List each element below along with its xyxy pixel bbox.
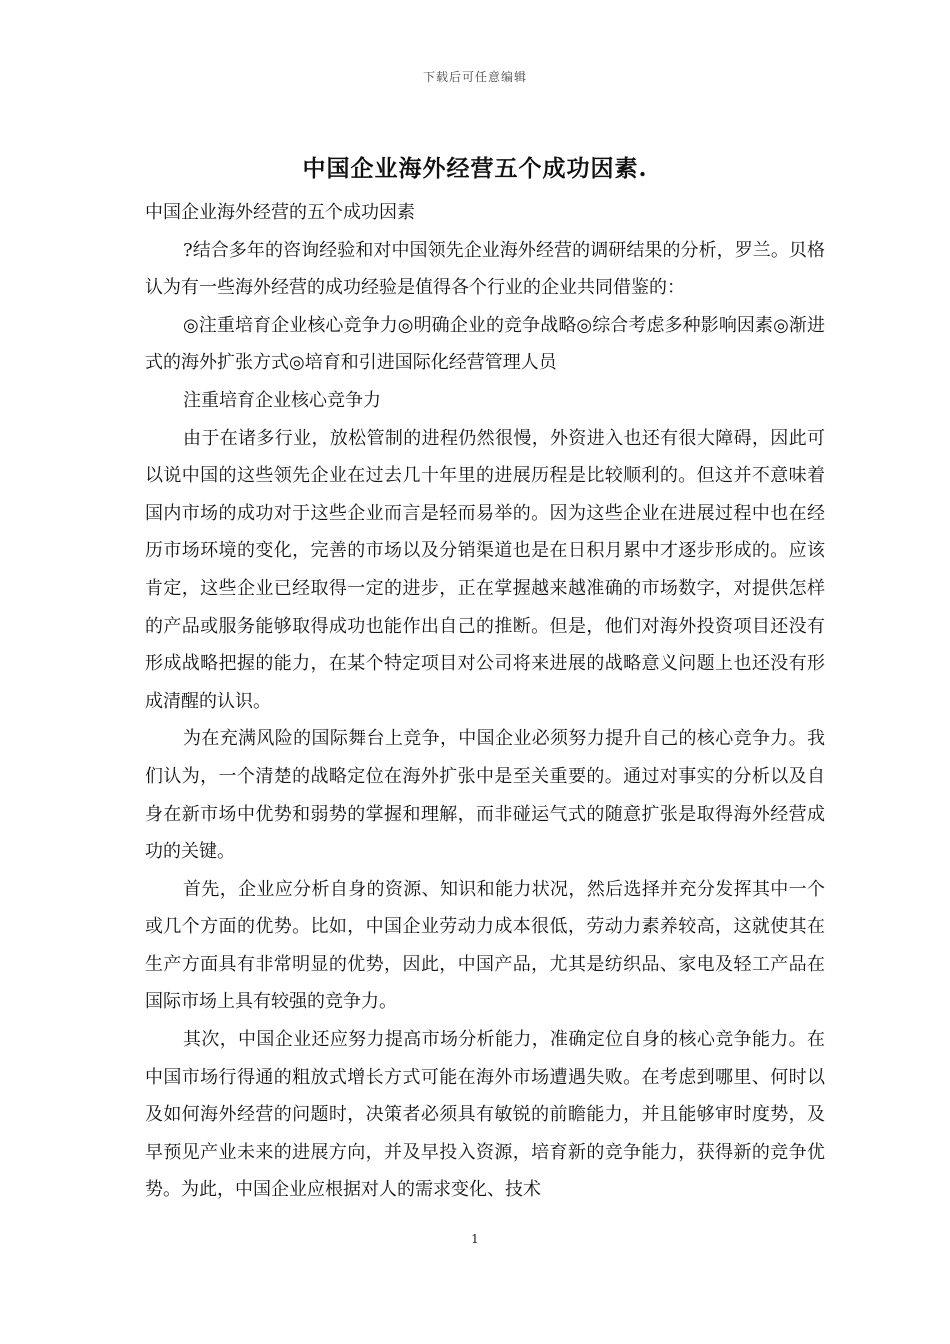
subtitle: 中国企业海外经营的五个成功因素 xyxy=(145,202,415,223)
paragraph-intro: ?结合多年的咨询经验和对中国领先企业海外经营的调研结果的分析，罗兰。贝格认为有一些海外经营的成功经验是值得各个行业的企业共同借鉴的： xyxy=(145,239,825,299)
paragraph: 首先，企业应分析自身的资源、知识和能力状况，然后选择并充分发挥其中一个或几个方面的优势。比如，中国企业劳动力成本很低，劳动力素养较高，这就使其在生产方面具有非常明显的优势，因此，中国产品，尤其是纺织品、家电及轻工产品在国际市场上具有较强的竞争力。 xyxy=(145,878,825,1013)
paragraph: 其次，中国企业还应努力提高市场分析能力，准确定位自身的核心竞争能力。在中国市场行得通的粗放式增长方式可能在海外市场遭遇失败。在考虑到哪里、何时以及如何海外经营的问题时，决策者必须具有敏锐的前瞻能力，并且能够审时度势，及早预见产业未来的进展方向，并及早投入资源，培育新的竞争能力，获得新的竞争优势。为此，中国企业应根据对人的需求变化、技术 xyxy=(145,1029,825,1201)
document-title: 中国企业海外经营五个成功因素. xyxy=(302,155,648,182)
section-heading: 注重培育企业核心竞争力 xyxy=(183,389,381,411)
paragraph: 由于在诸多行业，放松管制的进程仍然很慢，外资进入也还有很大障碍，因此可以说中国的这些领先企业在过去几十年里的进展历程是比较顺利的。但这并不意味着国内市场的成功对于这些企业而言是轻而易举的。因为这些企业在进展过程中也在经历市场环境的变化，完善的市场以及分销渠道也是在日积月累中才逐步形成的。应该肯定，这些企业已经取得一定的进步，正在掌握越来越准确的市场数字，对提供怎样的产品或服务能够取得成功也能作出自己的推断。但是，他们对海外投资项目还没有形成战略把握的能力，在某个特定项目对公司将来进展的战略意义问题上也还没有形成清醒的认识。 xyxy=(145,427,825,712)
page-number: 1 xyxy=(471,1232,479,1246)
paragraph: 为在充满风险的国际舞台上竞争，中国企业必须努力提升自己的核心竞争力。我们认为，一个清楚的战略定位在海外扩张中是至关重要的。通过对事实的分析以及自身在新市场中优势和弱势的掌握和理解，而非碰运气式的随意扩张是取得海外经营成功的关键。 xyxy=(145,728,825,863)
document-body xyxy=(145,194,825,1209)
header-note: 下载后可任意编辑 xyxy=(422,70,527,84)
paragraph-factor-list: ◎注重培育企业核心竞争力◎明确企业的竞争战略◎综合考虑多种影响因素◎渐进式的海外扩张方式◎培育和引进国际化经营管理人员 xyxy=(145,314,825,374)
